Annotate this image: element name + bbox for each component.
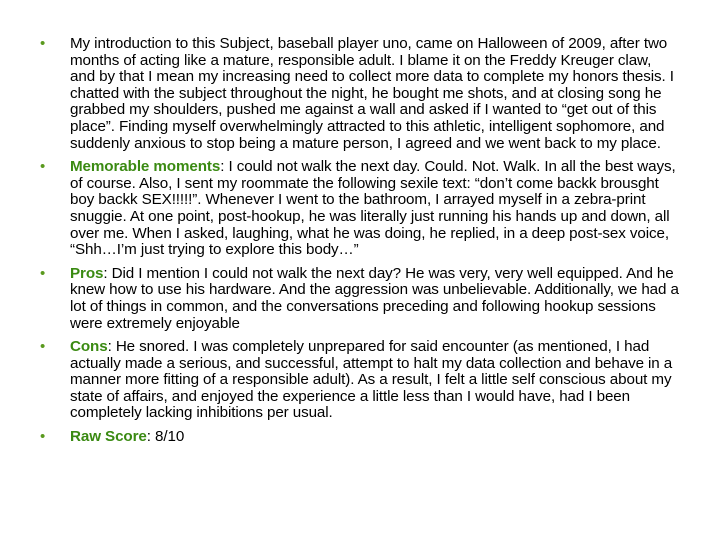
bullet-text: : He snored. I was completely unprepared for said encounter (as mentioned, I had actually made a serious, and successful, attempt to halt my data collection and behave in a manner more fitting of a responsible adult). As a result, I felt a little self conscious about my state of affairs, and enjoyed the experience a little less than I would have, had I been completely lacking inhibitions per usual. — [70, 338, 673, 422]
bullet-introduction — [40, 36, 680, 152]
bullet-marker: • — [40, 158, 46, 176]
bullet-text: : Did I mention I could not walk the next day? He was very, very well equipped. And he knew how to use his hardware. And the aggression was unbelievable. Additionally, we had a lot of things in common, and the conversations preceding and following hookup sessions were extremely enjoyable — [70, 264, 679, 332]
bullet-label: Memorable moments — [70, 158, 221, 176]
bullet-marker: • — [40, 35, 46, 52]
bullet-marker: • — [40, 338, 46, 356]
bullet-text: : I could not walk the next day. Could. Not. Walk. In all the best ways, of course. Also, I sent my roommate the following sexile text: “don’t come backk brousght boy backk SEX!!!!!”. Whenever I went to the bathroom, I arrayed myself in a zebra-print snuggie. At one point, post-hookup, he was literally just running his hands up and down, all over me. When I asked, laughing, what he was doing, he replied, in a deep post-sex voice, “Shh…I’m just trying to explore this body…” — [70, 158, 676, 259]
bullet-marker: • — [40, 428, 46, 446]
bullet-label: Raw Score — [70, 428, 147, 446]
bullet-text: : 8/10 — [146, 428, 185, 446]
bullet-raw-score — [40, 429, 680, 446]
bullet-pros — [40, 266, 680, 332]
bullet-memorable-moments — [40, 159, 680, 259]
bullet-text: My introduction to this Subject, baseball player uno, came on Halloween of 2009, after two months of acting like a mature, responsible adult. I blame it on the Freddy Kreuger claw, and by that I mean my increasing need to collect more data to complete my honors thesis. I chatted with the subject throughout the night, he bought me shots, and at closing song he grabbed my shoulders, pushed me against a wall and asked if I wanted to “get out of this place”. Finding myself overwhelmingly attracted to this athletic, intelligent sophomore, and suddenly anxious to stop being a mature person, I agreed and we went back to my place. — [70, 35, 674, 152]
bullet-list — [40, 36, 680, 446]
bullet-marker: • — [40, 264, 46, 282]
bullet-cons — [40, 339, 680, 422]
bullet-label: Pros — [70, 264, 104, 282]
bullet-label: Cons — [70, 338, 108, 356]
